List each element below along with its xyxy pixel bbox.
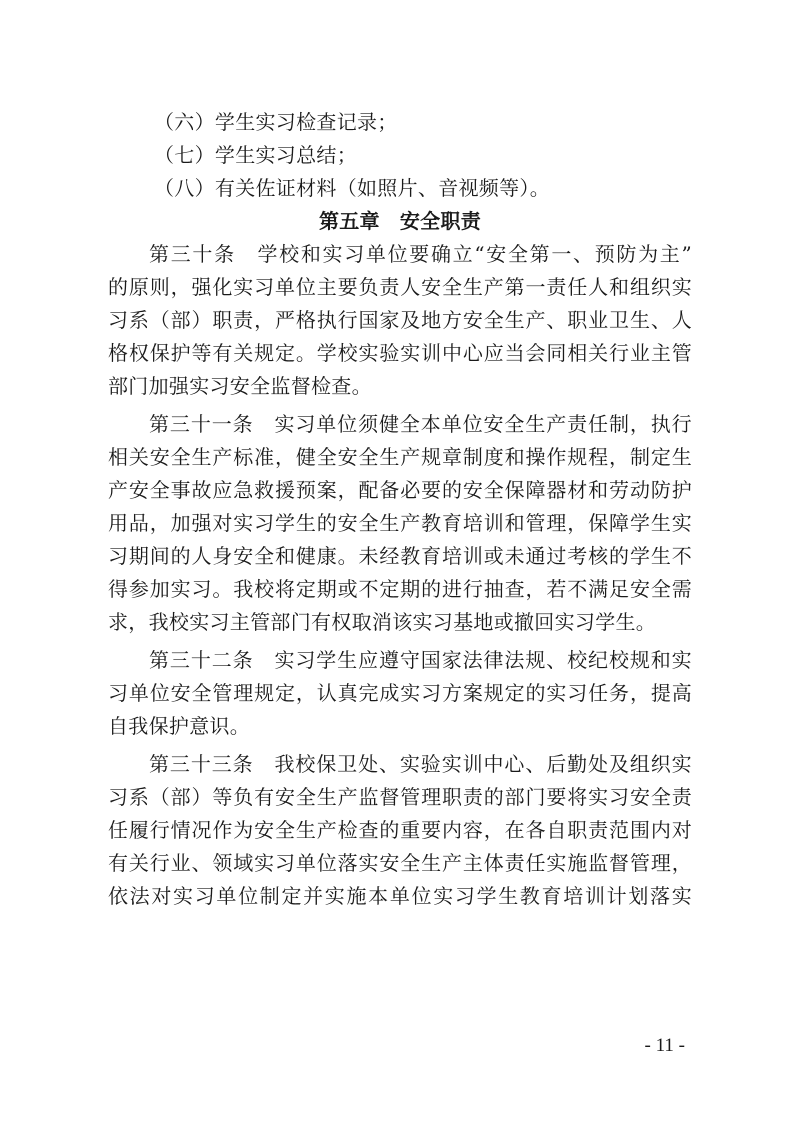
paragraph-line: 部门加强实习安全监督检查。	[108, 374, 372, 398]
paragraph-line: 习单位安全管理规定，认真完成实习方案规定的实习任务，提高	[108, 681, 692, 705]
list-item: （六）学生实习检查记录；	[154, 110, 398, 134]
paragraph-line: 第三十一条 实习单位须健全本单位安全生产责任制，执行	[149, 412, 692, 436]
article-32	[108, 644, 692, 743]
paragraph-line: 习系（部）等负有安全生产监督管理职责的部门要将实习安全责	[108, 785, 692, 809]
paragraph-line: 得参加实习。我校将定期或不定期的进行抽查，若不满足安全需	[108, 577, 692, 601]
article-33	[108, 748, 692, 913]
paragraph-line: 有关行业、领域实习单位落实安全生产主体责任实施监督管理，	[108, 851, 692, 875]
page-number: - 11 -	[644, 1035, 685, 1056]
paragraph-line: 用品，加强对实习学生的安全生产教育培训和管理，保障学生实	[108, 511, 692, 535]
paragraph-line: 的原则，强化实习单位主要负责人安全生产第一责任人和组织实	[108, 275, 692, 299]
article-31	[108, 408, 692, 639]
paragraph-line: 习系（部）职责，严格执行国家及地方安全生产、职业卫生、人	[108, 308, 692, 332]
paragraph-line: 求，我校实习主管部门有权取消该实习基地或撤回实习学生。	[108, 610, 657, 634]
paragraph-line: 格权保护等有关规定。学校实验实训中心应当会同相关行业主管	[108, 341, 692, 365]
paragraph-line: 自我保护意识。	[108, 714, 251, 738]
paragraph-line: 相关安全生产标准，健全安全生产规章制度和操作规程，制定生	[108, 445, 692, 469]
paragraph-line: 依法对实习单位制定并实施本单位实习学生教育培训计划落实	[108, 884, 692, 908]
list-item: （八）有关佐证材料（如照片、音视频等）。	[154, 176, 550, 200]
document-page	[108, 106, 692, 913]
list-item: （七）学生实习总结；	[154, 143, 357, 167]
paragraph-line: 第三十条 学校和实习单位要确立“安全第一、预防为主”	[149, 242, 692, 266]
chapter-number: 第五章	[318, 209, 380, 233]
article-30	[108, 238, 692, 403]
chapter-heading	[108, 205, 692, 238]
chapter-title: 安全职责	[399, 209, 482, 233]
paragraph-line: 习期间的人身安全和健康。未经教育培训或未通过考核的学生不	[108, 544, 692, 568]
paragraph-line: 第三十二条 实习学生应遵守国家法律法规、校纪校规和实	[149, 648, 692, 672]
paragraph-line: 第三十三条 我校保卫处、实验实训中心、后勤处及组织实	[149, 752, 692, 776]
paragraph-line: 产安全事故应急救援预案，配备必要的安全保障器材和劳动防护	[108, 478, 692, 502]
paragraph-line: 任履行情况作为安全生产检查的重要内容，在各自职责范围内对	[108, 818, 692, 842]
